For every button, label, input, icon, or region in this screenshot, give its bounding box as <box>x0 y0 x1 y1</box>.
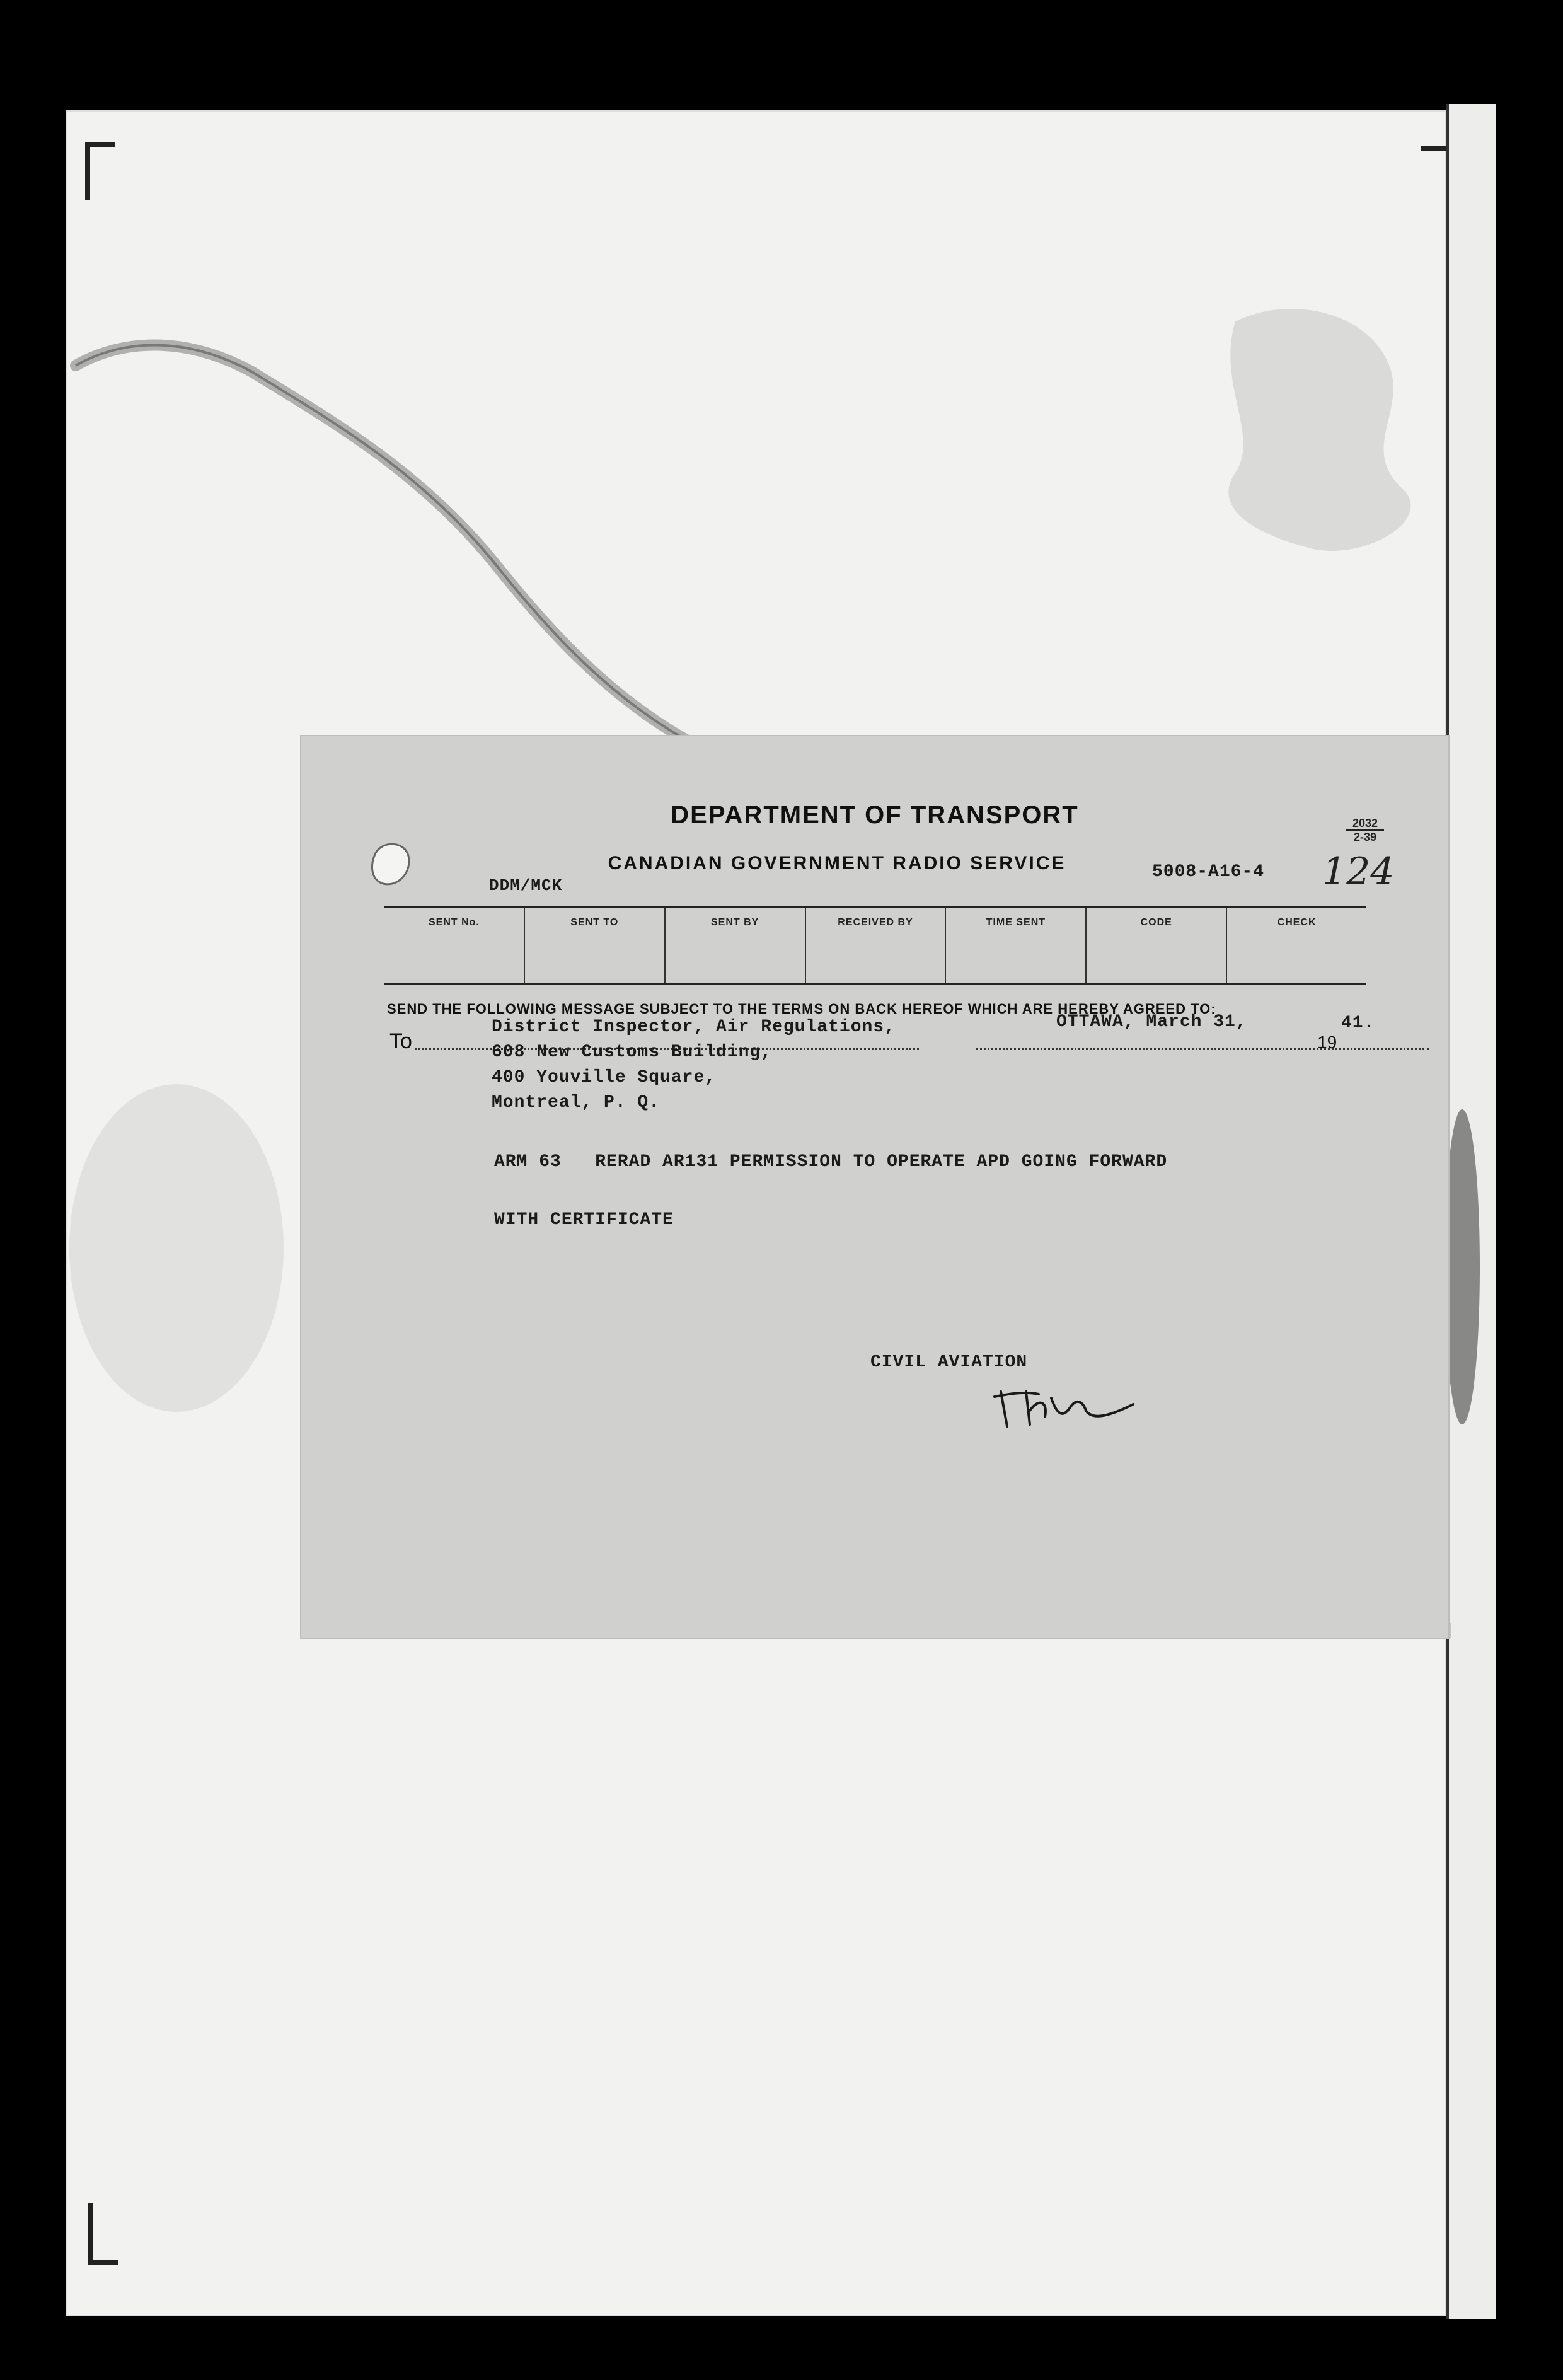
form-number <box>1346 817 1384 843</box>
address-line-2: 608 New Customs Building, <box>492 1043 773 1062</box>
header-check: CHECK <box>1277 917 1317 928</box>
handwritten-number: 124 <box>1322 850 1395 894</box>
service-subtitle: CANADIAN GOVERNMENT RADIO SERVICE <box>608 853 1066 874</box>
header-sent-to: SENT TO <box>525 908 666 983</box>
year-prefix: 19 <box>1317 1032 1337 1052</box>
header-sent-no: SENT No. <box>384 908 525 983</box>
address-line-1: District Inspector, Air Regulations, <box>492 1017 896 1037</box>
header-code: CODE <box>1087 908 1227 983</box>
transmission-header-grid <box>384 906 1366 985</box>
message-line-1: ARM 63 RERAD AR131 PERMISSION TO OPERATE APD GOING FORWARD <box>494 1152 1168 1172</box>
address-line-3: 400 Youville Square, <box>492 1068 717 1087</box>
crop-mark-top-right <box>1421 146 1446 158</box>
date-dotted-line <box>976 1048 1429 1050</box>
paper-hole-mark <box>367 837 417 894</box>
radio-telegram-form <box>301 736 1448 1638</box>
message-line-2: WITH CERTIFICATE <box>494 1210 674 1230</box>
place-date: OTTAWA, March 31, <box>1056 1012 1247 1032</box>
department-title: DEPARTMENT OF TRANSPORT <box>671 801 1079 829</box>
address-line-4: Montreal, P. Q. <box>492 1093 660 1112</box>
tape-residue-stain <box>69 328 700 756</box>
stain-top-right <box>1197 284 1450 586</box>
handwritten-signature <box>988 1379 1152 1436</box>
header-received-by: RECEIVED BY <box>806 908 947 983</box>
year-suffix: 41. <box>1341 1014 1375 1033</box>
crop-mark-bottom-left <box>88 2203 118 2265</box>
smudge-left <box>69 1072 309 1424</box>
header-time-sent: TIME SENT <box>946 908 1087 983</box>
file-reference: 5008-A16-4 <box>1152 862 1265 882</box>
form-number-value: 2032 <box>1352 817 1378 829</box>
to-label: To <box>389 1029 412 1053</box>
header-sent-by: SENT BY <box>666 908 806 983</box>
operator-initials: DDM/MCK <box>489 876 563 895</box>
sender-office: CIVIL AVIATION <box>870 1353 1028 1372</box>
form-revision: 2-39 <box>1346 829 1384 843</box>
terms-line: SEND THE FOLLOWING MESSAGE SUBJECT TO THE TERMS ON BACK HEREOF WHICH ARE HEREBY AGREED TO: <box>387 1001 1216 1017</box>
crop-mark-top-left <box>85 142 115 200</box>
